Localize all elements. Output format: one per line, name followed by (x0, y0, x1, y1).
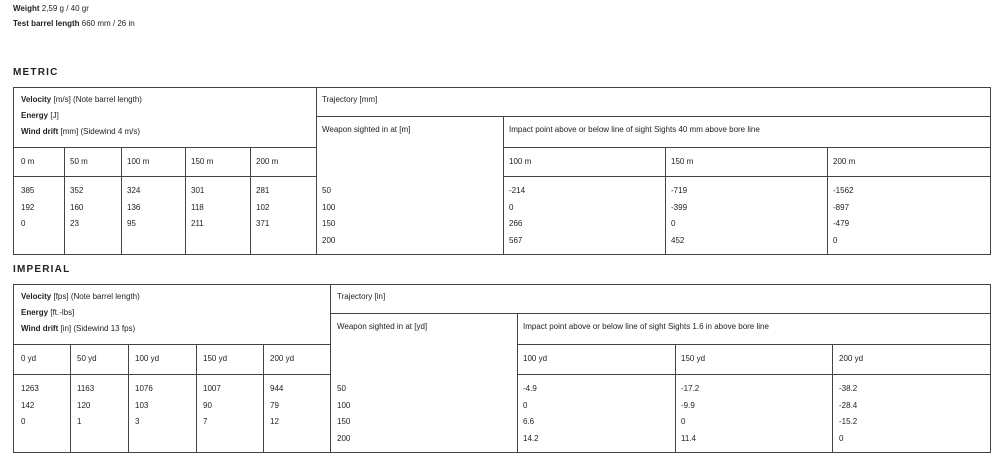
imperial-trajectory-label: Trajectory [in] (337, 292, 386, 301)
barrel-length-label: Test barrel length (13, 19, 80, 28)
imperial-traj-header: 200 yd (839, 354, 864, 363)
imperial-sighted-label: Weapon sighted in at [yd] (337, 322, 428, 331)
metric-table (13, 87, 991, 255)
imperial-energy-label: Energy [ft.-lbs] (21, 308, 75, 317)
metric-ballistic-column: 324 136 95 (127, 186, 141, 228)
imperial-title: IMPERIAL (13, 264, 71, 275)
metric-dist-header: 0 m (21, 157, 35, 166)
metric-traj-header: 150 m (671, 157, 694, 166)
metric-traj-header: 100 m (509, 157, 532, 166)
weight-spec (13, 4, 89, 13)
imperial-wind-drift-label: Wind drift [in] (Sidewind 13 fps) (21, 324, 136, 333)
imperial-trajectory-column: -17.2 -9.9 0 11.4 (681, 384, 700, 443)
metric-dist-header: 50 m (70, 157, 88, 166)
imperial-table (13, 284, 991, 453)
imperial-dist-header: 200 yd (270, 354, 295, 363)
metric-dist-header: 100 m (127, 157, 150, 166)
metric-ballistic-column: 385 192 0 (21, 186, 35, 228)
imperial-dist-header: 50 yd (77, 354, 97, 363)
metric-sighted-column: 50 100 150 200 (322, 186, 336, 245)
imperial-ballistic-column: 1263 142 0 (21, 384, 39, 426)
imperial-sighted-column: 50 100 150 200 (337, 384, 351, 443)
metric-sighted-label: Weapon sighted in at [m] (322, 125, 411, 134)
imperial-ballistic-column: 944 79 12 (270, 384, 284, 426)
weight-label: Weight (13, 4, 40, 13)
imperial-dist-header: 100 yd (135, 354, 160, 363)
imperial-velocity-label: Velocity [fps] (Note barrel length) (21, 292, 140, 301)
metric-title: METRIC (13, 67, 59, 78)
imperial-dist-header: 150 yd (203, 354, 228, 363)
metric-energy-label: Energy [J] (21, 111, 59, 120)
imperial-traj-header: 100 yd (523, 354, 548, 363)
metric-impact-label: Impact point above or below line of sight Sights 40 mm above bore line (509, 125, 760, 134)
metric-ballistic-column: 281 102 371 (256, 186, 270, 228)
metric-trajectory-column: -719 -399 0 452 (671, 186, 688, 245)
metric-wind-drift-label: Wind drift [mm] (Sidewind 4 m/s) (21, 127, 141, 136)
imperial-ballistic-column: 1076 103 3 (135, 384, 153, 426)
weight-value: 2,59 g / 40 gr (41, 4, 89, 13)
imperial-ballistic-column: 1163 120 1 (77, 384, 95, 426)
metric-ballistic-column: 301 118 211 (191, 186, 205, 228)
metric-dist-header: 200 m (256, 157, 279, 166)
imperial-dist-header: 0 yd (21, 354, 37, 363)
metric-velocity-label: Velocity [m/s] (Note barrel length) (21, 95, 142, 104)
metric-trajectory-column: -214 0 266 567 (509, 186, 526, 245)
imperial-trajectory-column: -4.9 0 6.6 14.2 (523, 384, 539, 443)
metric-trajectory-label: Trajectory [mm] (322, 95, 378, 104)
metric-traj-header: 200 m (833, 157, 856, 166)
barrel-length-spec (13, 19, 135, 28)
metric-trajectory-column: -1562 -897 -479 0 (833, 186, 854, 245)
metric-ballistic-column: 352 160 23 (70, 186, 84, 228)
imperial-ballistic-column: 1007 90 7 (203, 384, 221, 426)
barrel-length-value: 660 mm / 26 in (81, 19, 135, 28)
imperial-impact-label: Impact point above or below line of sight Sights 1.6 in above bore line (523, 322, 769, 331)
imperial-traj-header: 150 yd (681, 354, 706, 363)
imperial-trajectory-column: -38.2 -28.4 -15.2 0 (839, 384, 858, 443)
metric-dist-header: 150 m (191, 157, 214, 166)
